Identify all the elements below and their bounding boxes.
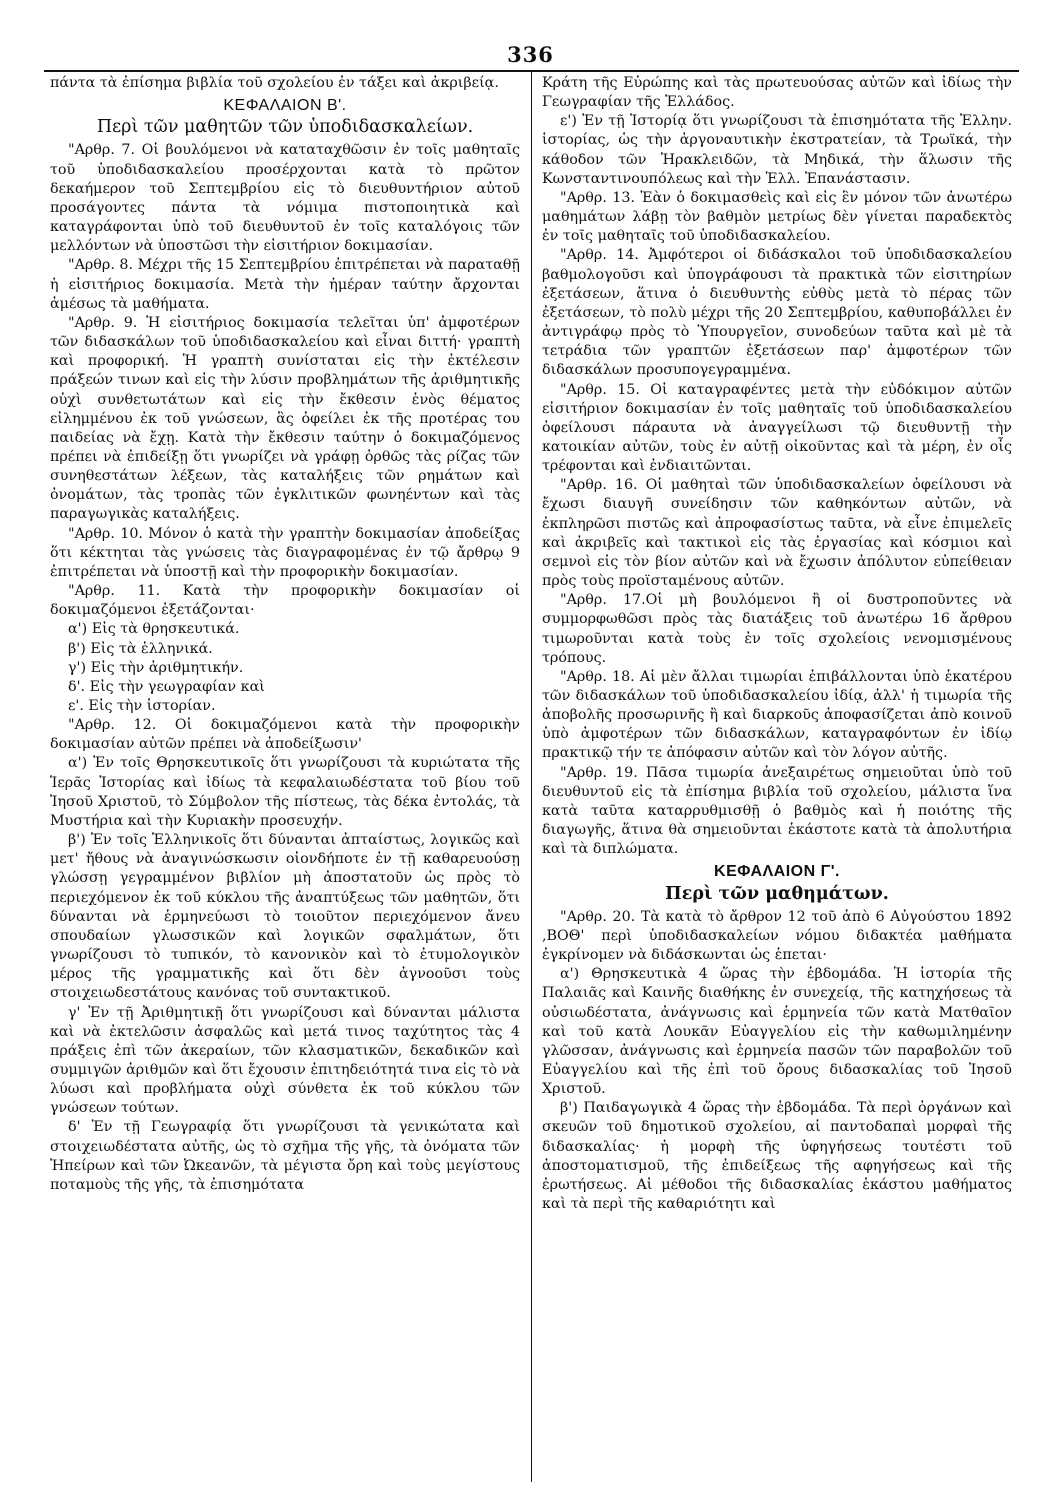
article-11-item: ε'. Εἰς τὴν ἱστορίαν. — [68, 698, 216, 714]
article-12-c: γ' Ἐν τῇ Ἀριθμητικῇ ὅτι γνωρίζουσι καὶ δύνανται μάλιστα καὶ νὰ ἐκτελῶσιν ἀσφαλῶς καὶ μετά τινος ταχύτητος τὰς 4 πράξεις ἐπὶ τῶν ἀκεραίων, τῶν κλασματικῶν, δεκαδικῶν καὶ συμμιγῶν ἀριθμῶν καὶ ὅτι ἔχουσιν ἐπιτηδειότητά τινα εἰς τὸ νὰ λύωσι καὶ προβλήματα οὐχὶ σύνθετα ἐκ τοῦ κύκλου τῶν γνώσεων τούτων. — [50, 1004, 520, 1117]
article-10: "Αρθρ. 10. Μόνον ὁ κατὰ τὴν γραπτὴν δοκιμασίαν ἀποδείξας ὅτι κέκτηται τὰς γνώσεις τὰς διαγραφομένας ἐν τῷ ἄρθρῳ 9 ἐπιτρέπεται νὰ ὑποστῇ καὶ τὴν προφορικὴν δοκιμασίαν. — [50, 525, 520, 580]
article-8: "Αρθρ. 8. Μέχρι τῆς 15 Σεπτεμβρίου ἐπιτρέπεται νὰ παραταθῇ ἡ εἰσιτήριος δοκιμασία. Μετὰ τὴν ἡμέραν ταύτην ἄρχονται ἀμέσως τὰ μαθήματα. — [50, 257, 520, 312]
article-11-item: β') Εἰς τὰ ἑλληνικά. — [68, 640, 213, 657]
article-20-a: α') Θρησκευτικὰ 4 ὥρας τὴν ἑβδομάδα. Ἡ ἱστορία τῆς Παλαιᾶς καὶ Καινῆς διαθήκης ἐν συνεχείᾳ, τῆς κατηχήσεως τὰ οὐσιωδέστατα, ἀνάγνωσις καὶ ἑρμηνεία τῶν κατὰ Ματθαῖον καὶ τοῦ κατὰ Λουκᾶν Εὐαγγελίου εἰς τὴν καθωμιλημένην γλῶσσαν, ἀνάγνωσις καὶ ἑρμηνεία πασῶν τῶν παραβολῶν τοῦ Εὐαγγελίου καὶ τῆς ἐπὶ τοῦ ὄρους διδασκαλίας τοῦ Ἰησοῦ Χριστοῦ. — [542, 966, 1012, 1098]
chapter-subheading-c: Περὶ τῶν μαθημάτων. — [665, 883, 889, 904]
article-12-a: α') Ἐν τοῖς Θρησκευτικοῖς ὅτι γνωρίζουσι τὰ κυριώτατα τῆς Ἱερᾶς Ἱστορίας καὶ ἰδίως τὰ κεφαλαιωδέστατα τοῦ βίου τοῦ Ἰησοῦ Χριστοῦ, τὸ Σύμβολον τῆς πίστεως, τὰς δέκα ἐντολάς, τὰ Μυστήρια καὶ τὴν Κυριακὴν προσευχήν. — [50, 755, 520, 829]
article-11-item: γ') Εἰς τὴν ἀριθμητικήν. — [68, 659, 244, 676]
article-20-b: β') Παιδαγωγικὰ 4 ὥρας τὴν ἑβδομάδα. Τὰ περὶ ὀργάνων καὶ σκευῶν τοῦ δημοτικοῦ σχολείου, αἱ παντοδαπαὶ μορφαὶ τῆς διδασκαλίας· ἡ μορφὴ τῆς ὑφηγήσεως τουτέστι τοῦ ἀποστοματισμοῦ, τῆς ἐπιδείξεως τῆς αφηγήσεως καὶ τῆς ἐρωτήσεως. Αἱ μέθοδοι τῆς διδασκαλίας ἑκάστου μαθήματος καὶ τὰ περὶ τῆς καθαριότητι καὶ — [542, 1100, 1012, 1213]
article-16: "Αρθρ. 16. Οἱ μαθηταὶ τῶν ὑποδιδασκαλείων ὀφείλουσι νὰ ἔχωσι διαυγῆ συνείδησιν τῶν καθηκόντων αὐτῶν, νὰ ἐκπληρῶσι πιστῶς καὶ ἀπροφασίστως ταῦτα, νὰ εἶνε ἐπιμελεῖς καὶ ἀκριβεῖς καὶ τακτικοὶ εἰς τὰς ἐργασίας καὶ κόσμιοι καὶ σεμνοὶ εἰς τὸν βίον αὐτῶν καὶ νὰ ἔχωσιν ἀπόλυτον εὐπείθειαν πρὸς τοὺς προϊσταμένους αὐτῶν. — [542, 477, 1012, 590]
chapter-subheading-b: Περὶ τῶν μαθητῶν τῶν ὑποδιδασκαλείων. — [96, 117, 474, 138]
article-18: "Αρθρ. 18. Αἱ μὲν ἄλλαι τιμωρίαι ἐπιβάλλονται ὑπὸ ἑκατέρου τῶν διδασκάλων τοῦ ὑποδιδασκαλείου ἰδίᾳ, ἀλλ' ἡ τιμωρία τῆς ἀποβολῆς προσωρινῆς ἢ καὶ διαρκοῦς ἀποφασίζεται ἀπὸ κοινοῦ ὑπὸ ἀμφοτέρων τῶν διδασκάλων, καταγραφόντων ἐν ἰδίῳ πρακτικῷ τήν τε ἀπόφασιν αὐτῶν καὶ τὸν λόγον αὐτῆς. — [542, 668, 1012, 762]
article-11-item: α') Εἰς τὰ θρησκευτικά. — [68, 621, 240, 638]
article-12-e: ε') Ἐν τῇ Ἱστορίᾳ ὅτι γνωρίζουσι τὰ ἐπισημότατα τῆς Ἑλλην. ἱστορίας, ὡς τὴν ἀργοναυτικὴν ἐκστρατείαν, τὰ Τρωϊκά, τὴν κάθοδον τῶν Ἡρακλειδῶν, τὰ Μηδικά, τὴν ἅλωσιν τῆς Κωνσταντινουπόλεως καὶ τὴν Ἑλλ. Ἐπανάστασιν. — [542, 113, 1012, 187]
article-14: "Αρθρ. 14. Ἀμφότεροι οἱ διδάσκαλοι τοῦ ὑποδιδασκαλείου βαθμολογοῦσι καὶ ὑπογράφουσι τὰ πρακτικὰ τῶν εἰσιτηρίων ἐξετάσεων, ἅτινα ὁ διευθυντὴς εὐθὺς μετὰ τὸ πέρας τῶν ἐξετάσεων, τὸ πολὺ μέχρι τῆς 20 Σεπτεμβρίου, καθυποβάλλει ἐν ἀντιγράφῳ πρὸς τὸ Ὑπουργεῖον, συνοδεύων ταῦτα καὶ μὲ τὰ τετράδια τῶν γραπτῶν ἐξετάσεων παρ' ἀμφοτέρων τῶν διδασκάλων προσυπογεγραμμένα. — [542, 247, 1012, 379]
article-11: "Αρθρ. 11. Κατὰ τὴν προφορικὴν δοκιμασίαν οἱ δοκιμαζόμενοι ἐξετάζονται· — [50, 583, 520, 619]
article-12: "Αρθρ. 12. Οἱ δοκιμαζόμενοι κατὰ τὴν προφορικὴν δοκιμασίαν αὐτῶν πρέπει νὰ ἀποδείξωσιν' — [50, 717, 520, 753]
paragraph-continuation: πάντα τὰ ἐπίσημα βιβλία τοῦ σχολείου ἐν τάξει καὶ ἀκριβείᾳ. — [50, 75, 499, 91]
right-column — [542, 74, 1012, 1214]
article-11-item: δ'. Εἰς τὴν γεωγραφίαν καὶ — [68, 678, 265, 695]
article-20: "Αρθρ. 20. Τὰ κατὰ τὸ ἄρθρον 12 τοῦ ἀπὸ 6 Αὐγούστου 1892 ,ΒΟΘ' περὶ ὑποδιδασκαλείων νόμου διδακτέα μαθήματα ἐγκρίνομεν νὰ διδάσκωνται ὡς ἑπεται· — [542, 908, 1012, 964]
page-number: 336 — [507, 42, 554, 67]
column-divider — [531, 72, 532, 1482]
article-7: "Αρθρ. 7. Οἱ βουλόμενοι νὰ καταταχθῶσιν ἐν τοῖς μαθηταῖς τοῦ ὑποδιδασκαλείου προσέρχονται κατὰ τὸ πρῶτον δεκαήμερον τοῦ Σεπτεμβρίου εἰς τὸ διευθυντήριον αὐτοῦ προσάγοντες πάντα τὰ νόμιμα πιστοποιητικὰ καὶ καταγράφονται ὑπὸ τοῦ διευθυντοῦ ἐν τοῖς καταλόγοις τῶν μελλόντων νὰ ὑποστῶσι τὴν εἰσιτήριον δοκιμασίαν. — [50, 142, 520, 255]
article-17: "Αρθρ. 17.Οἱ μὴ βουλόμενοι ἢ οἱ δυστροποῦντες νὰ συμμορφωθῶσι πρὸς τὰς διατάξεις τοῦ ἀνωτέρω 16 ἄρθρου τιμωροῦνται κατὰ τοὺς ἐν τοῖς σχολείοις νενομισμένους τρόπους. — [542, 592, 1012, 666]
article-13: "Αρθρ. 13. Ἐὰν ὁ δοκιμασθεὶς καὶ εἰς ἓν μόνον τῶν ἀνωτέρω μαθημάτων λάβῃ τὸν βαθμὸν μετρίως δὲν γίνεται παραδεκτὸς ἐν τοῖς μαθηταῖς τοῦ ὑποδιδασκαλείου. — [542, 189, 1012, 245]
article-19: "Αρθρ. 19. Πᾶσα τιμωρία ἀνεξαιρέτως σημειοῦται ὑπὸ τοῦ διευθυντοῦ εἰς τὰ ἐπίσημα βιβλία τοῦ σχολείου, μάλιστα ἵνα κατὰ ταῦτα καταρρυθμισθῇ ὁ βαθμὸς καὶ ἡ ποιότης τῆς διαγωγῆς, ἅτινα θὰ σημειοῦνται ἑκάστοτε κατὰ τὰ ἀπολυτήρια καὶ τὰ διπλώματα. — [542, 764, 1012, 858]
paragraph-continuation: Κράτη τῆς Εὐρώπης καὶ τὰς πρωτευούσας αὐτῶν καὶ ἰδίως τὴν Γεωγραφίαν τῆς Ἑλλάδος. — [542, 75, 1012, 111]
article-12-b: β') Ἐν τοῖς Ἑλληνικοῖς ὅτι δύνανται ἀπταίστως, λογικῶς καὶ μετ' ἤθους νὰ ἀναγινώσκωσιν οἱονδήποτε ἐν τῇ καθαρευούσῃ γλώσσῃ γεγραμμένον βιβλίον μὴ ἀποστατοῦν ὡς πρὸς τὸ περιεχόμενον ἐκ τοῦ κύκλου τῆς ἀναπτύξεως τῶν μαθητῶν, ὅτι δύνανται νὰ ἑρμηνεύωσι τὸ τοιοῦτον περιεχόμενον ἄνευ σπουδαίων γλωσσικῶν καὶ λογικῶν σφαλμάτων, ὅτι γνωρίζουσι τὸ τυπικόν, τὸ κανονικὸν καὶ τὸ ἐτυμολογικὸν μέρος τῆς γραμματικῆς καὶ ὅτι δὲν ἀγνοοῦσι τοὺς στοιχειωδεστάτους κανόνας τοῦ συντακτικοῦ. — [50, 832, 520, 1002]
article-9: "Αρθρ. 9. Ἡ εἰσιτήριος δοκιμασία τελεῖται ὑπ' ἀμφοτέρων τῶν διδασκάλων τοῦ ὑποδιδασκαλείου καὶ εἶναι διττή· γραπτὴ καὶ προφορική. Ἡ γραπτὴ συνίσταται εἰς τὴν ἐκτέλεσιν πράξεών τινων καὶ εἰς τὴν λύσιν προβλημάτων τῆς ἀριθμητικῆς οὐχὶ συνθετωτάτων καὶ εἰς τὴν ἔκθεσιν ἑνὸς θέματος εἰλημμένου ἐκ τοῦ γνώσεων, ἃς ὀφείλει ἐκ τῆς προτέρας του παιδείας νὰ ἔχῃ. Κατὰ τὴν ἔκθεσιν ταύτην ὁ δοκιμαζόμενος πρέπει νὰ ἐπιδείξῃ ὅτι γνωρίζει νὰ γράφῃ ὀρθῶς τὰς ρίζας τῶν συνηθεστάτων λέξεων, τὰς καταλήξεις τῶν ρημάτων καὶ ὀνομάτων, τὰς τροπὰς τῶν ἐγκλιτικῶν φωνηέντων καὶ τὰς παραγωγικὰς καταλήξεις. — [50, 314, 520, 523]
article-12-d: δ' Ἐν τῇ Γεωγραφίᾳ ὅτι γνωρίζουσι τὰ γενικώτατα καὶ στοιχειωδέστατα αὐτῆς, ὡς τὸ σχῆμα τῆς γῆς, τὰ ὀνόματα τῶν Ἠπείρων καὶ τῶν Ὠκεανῶν, τὰ μέγιστα ὄρη καὶ τοὺς μεγίστους ποταμοὺς τῆς γῆς, τὰ ἐπισημότατα — [50, 1119, 520, 1193]
article-15: "Αρθρ. 15. Οἱ καταγραφέντες μετὰ τὴν εὐδόκιμον αὐτῶν εἰσιτήριον δοκιμασίαν ἐν τοῖς μαθηταῖς τοῦ ὑποδιδασκαλείου ὀφείλουσι πάραυτα νὰ ἀναγγείλωσι τῷ διευθυντῇ τὴν κατοικίαν αὐτῶν, τοὺς ἐν αὐτῇ οἰκοῦντας καὶ τὰ μέρη, ἐν οἷς τρέφονται καὶ ἐνδιαιτῶνται. — [542, 381, 1012, 475]
chapter-heading-c: ΚΕΦΑΛΑΙΟΝ Γ'. — [714, 863, 840, 881]
chapter-heading-b: ΚΕΦΑΛΑΙΟΝ Β'. — [223, 97, 347, 115]
left-column — [50, 74, 520, 1195]
